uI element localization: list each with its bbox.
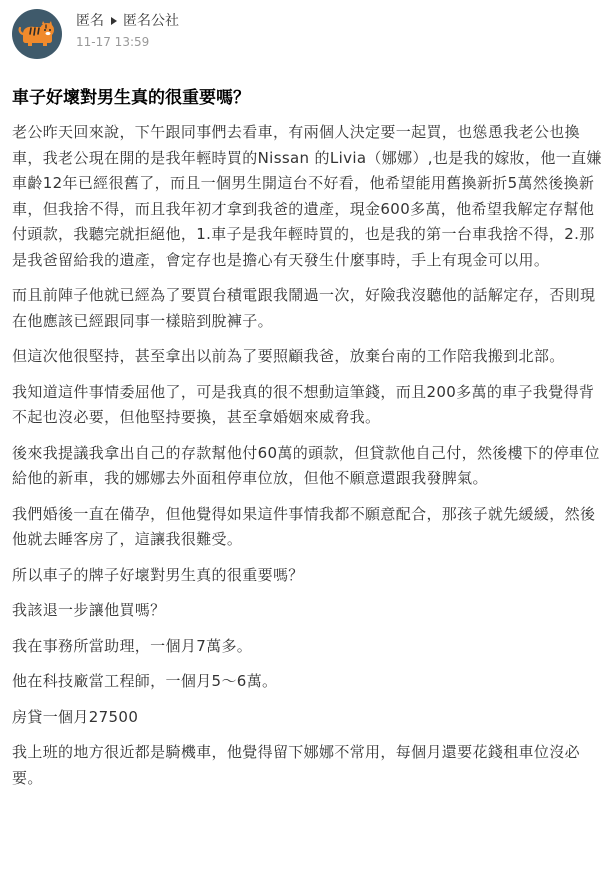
- arrow-right-icon: [111, 17, 117, 25]
- content-paragraph: 我們婚後一直在備孕，但他覺得如果這件事情我都不願意配合，那孩子就先緩緩，然後他就去睡客房了，這讓我很難受。: [12, 504, 596, 548]
- content-paragraph: 我知道這件事情委屈他了，可是我真的很不想動這筆錢，而且200多萬的車子我覺得背不起也沒必要，但他堅持要換，甚至拿婚姻來威脅我。: [12, 382, 595, 426]
- content-paragraph: 我該退一步讓他買嗎？: [12, 601, 166, 619]
- post-timestamp: 11-17 13:59: [76, 35, 150, 49]
- content-paragraph: 而且前陣子他就已經為了要買台積電跟我鬧過一次，好險我沒聽他的話解定存，否則現在他應該已經跟同事一樣賠到脫褲子。: [12, 286, 596, 330]
- avatar[interactable]: [12, 9, 62, 59]
- content-paragraph: 老公昨天回來說，下午跟同事們去看車，有兩個人決定要一起買，也慫恿我老公也換車，我老公現在開的是我年輕時買的Nissan 的Livia（娜娜）,也是我的嫁妝，他一直嫌車齡12年已經很舊了，而且一個男生開這台不好看，他希望能用舊換新折5萬然後換新車，但我捨不得，而且我年初才拿到我爸的遺產，現金600多萬，他希望我解定存幫他付頭款，我聽完就拒絕他，1.車子是我年輕時買的，也是我的第一台車我捨不得，2.那是我爸留給我的遺產，會定存也是擔心有天發生什麼事時，手上有現金可以用。: [12, 123, 602, 269]
- content-paragraph: 房貸一個月27500: [12, 707, 139, 726]
- post-title: 車子好壞對男生真的很重要嗎？: [12, 88, 250, 108]
- post-header: [12, 9, 179, 59]
- author-board-line: [76, 12, 179, 30]
- tiger-icon: [17, 18, 57, 50]
- content-paragraph: 所以車子的牌子好壞對男生真的很重要嗎？: [12, 565, 304, 584]
- content-paragraph: 我在事務所當助理，一個月7萬多。: [12, 636, 253, 655]
- content-paragraph: 後來我提議我拿出自己的存款幫他付60萬的頭款，但貸款他自己付，然後樓下的停車位給他的新車，我的娜娜去外面租停車位放，但他不願意還跟我發脾氣。: [12, 443, 600, 487]
- post-meta: [76, 9, 179, 50]
- author-name[interactable]: 匿名: [76, 13, 104, 29]
- board-name[interactable]: 匿名公社: [123, 13, 179, 29]
- post-content: [12, 120, 602, 801]
- content-paragraph: 他在科技廠當工程師，一個月5～6萬。: [12, 672, 278, 690]
- content-paragraph: 我上班的地方很近都是騎機車，他覺得留下娜娜不常用，每個月還要花錢租車位沒必要。: [12, 743, 580, 787]
- content-paragraph: 但這次他很堅持，甚至拿出以前為了要照顧我爸，放棄台南的工作陪我搬到北部。: [12, 347, 565, 365]
